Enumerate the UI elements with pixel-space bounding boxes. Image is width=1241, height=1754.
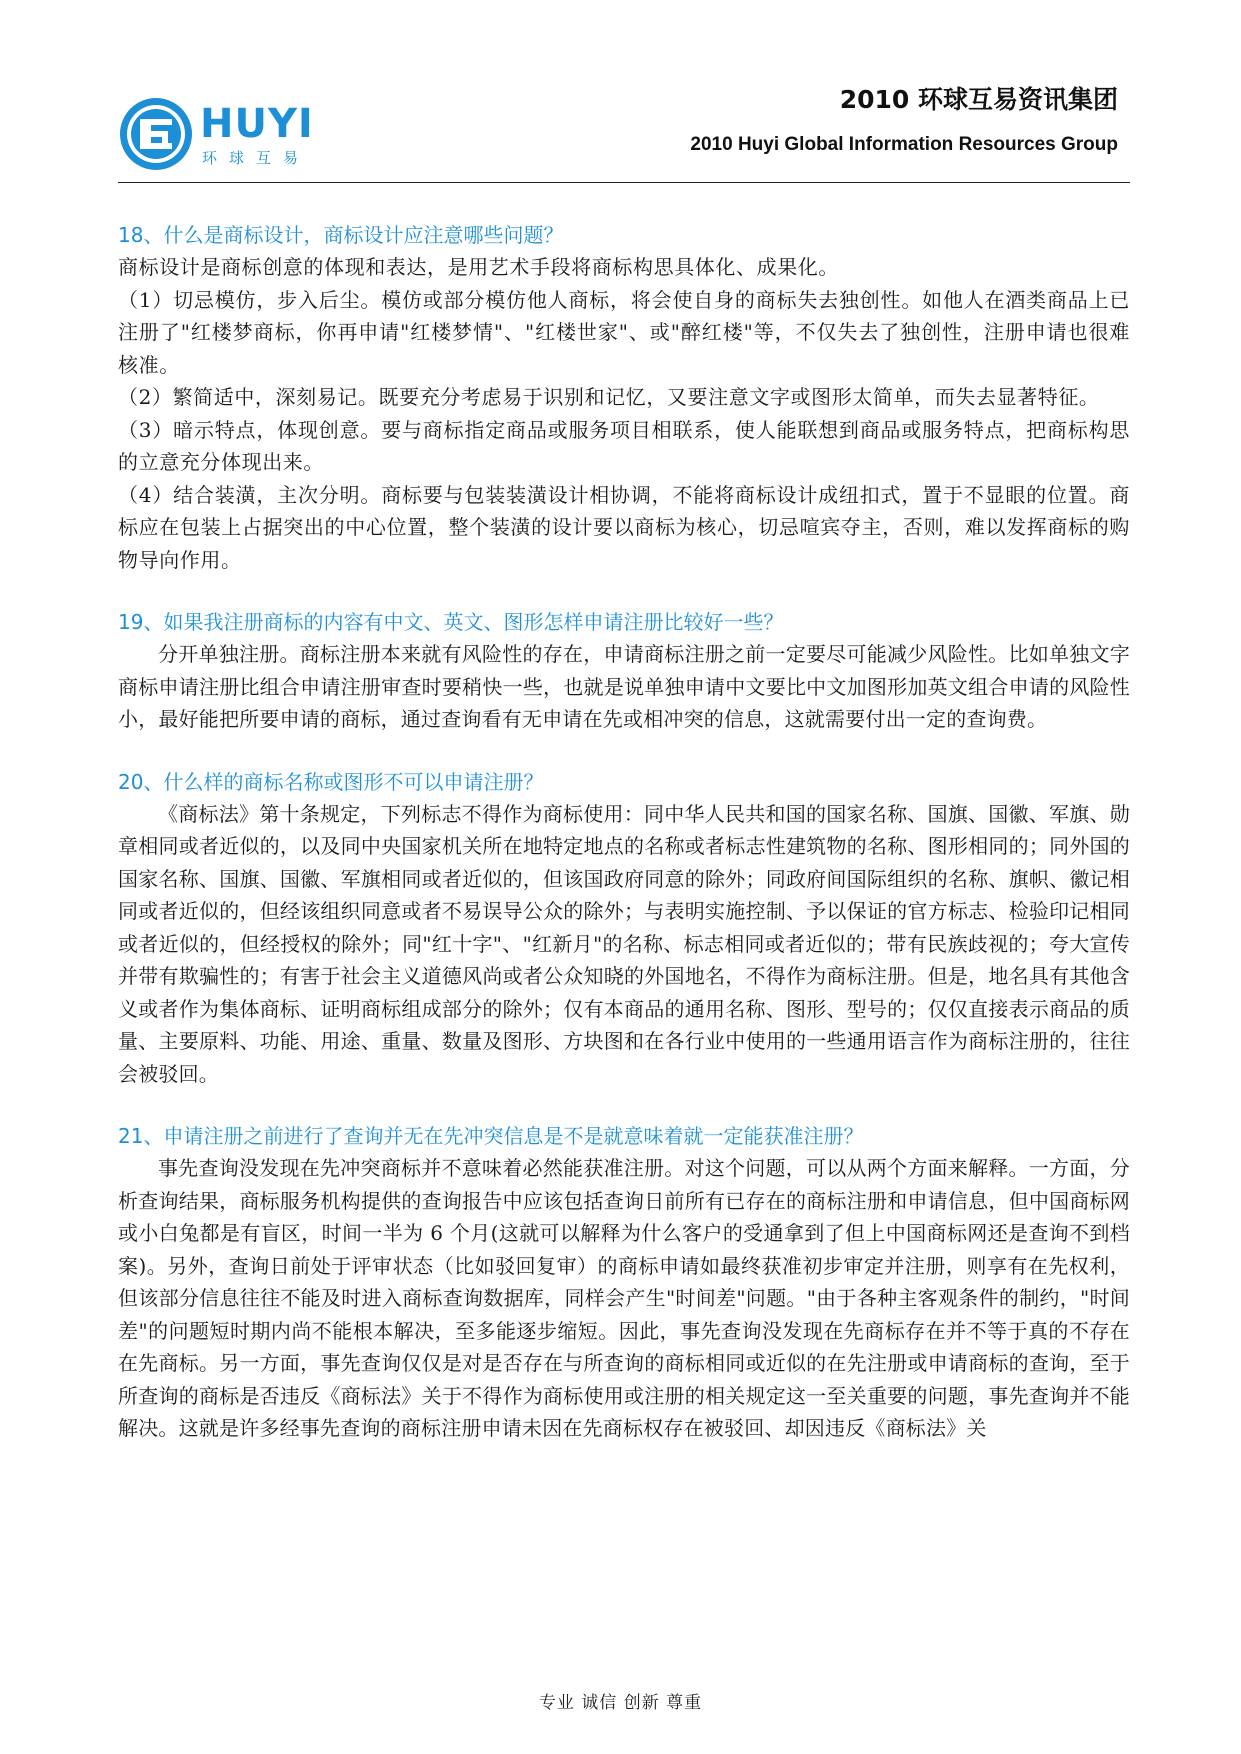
faq-paragraph: （1）切忌模仿，步入后尘。模仿或部分模仿他人商标，将会使自身的商标失去独创性。如他人在酒类商品上已注册了"红楼梦商标，你再申请"红楼梦情"、"红楼世家"、或"醉红楼"等，不仅失去了独创性，注册申请也很难核准。 bbox=[118, 287, 1130, 377]
page-footer-motto: 专业 诚信 创新 尊重 bbox=[538, 1693, 703, 1713]
faq-question: 18、什么是商标设计，商标设计应注意哪些问题？ bbox=[118, 223, 564, 247]
faq-section-18 bbox=[118, 219, 1130, 576]
faq-section-19 bbox=[118, 606, 1130, 736]
logo-subtitle: 环球互易 bbox=[202, 149, 311, 167]
huyi-logo bbox=[118, 96, 418, 180]
document-body bbox=[118, 219, 1130, 1475]
header-divider bbox=[118, 182, 1130, 183]
faq-question: 21、申请注册之前进行了查询并无在先冲突信息是不是就意味着就一定能获准注册？ bbox=[118, 1124, 864, 1148]
logo-wordmark: HUYI bbox=[200, 101, 314, 147]
group-title-english: 2010 Huyi Global Information Resources Group bbox=[690, 134, 1118, 155]
faq-question: 19、如果我注册商标的内容有中文、英文、图形怎样申请注册比较好一些？ bbox=[118, 610, 784, 634]
faq-section-20 bbox=[118, 766, 1130, 1091]
group-title-chinese: 2010 环球互易资讯集团 bbox=[839, 85, 1118, 114]
page-header bbox=[118, 80, 1130, 182]
faq-paragraph: （2）繁简适中，深刻易记。既要充分考虑易于识别和记忆，又要注意文字或图形太简单，而失去显著特征。 bbox=[118, 385, 1100, 409]
faq-paragraph: 商标设计是商标创意的体现和表达，是用艺术手段将商标构思具体化、成果化。 bbox=[118, 255, 839, 279]
huyi-logo-icon bbox=[118, 96, 194, 172]
faq-paragraph: 事先查询没发现在先冲突商标并不意味着必然能获准注册。对这个问题，可以从两个方面来解释。一方面，分析查询结果，商标服务机构提供的查询报告中应该包括查询日前所有已存在的商标注册和申请信息，但中国商标网或小白兔都是有盲区，时间一半为 6 个月(这就可以解释为什么客户的受通拿到了但上中国商标网还是查询不到档案)。另外，查询日前处于评审状态（比如驳回复审）的商标申请如最终获准初步审定并注册，则享有在先权利，但该部分信息往往不能及时进入商标查询数据库，同样会产生"时间差"问题。"由于各种主客观条件的制约，"时间差"的问题短时期内尚不能根本解决，至多能逐步缩短。因此，事先查询没发现在先商标存在并不等于真的不存在在先商标。另一方面，事先查询仅仅是对是否存在与所查询的商标相同或近似的在先注册或申请商标的查询，至于所查询的商标是否违反《商标法》关于不得作为商标使用或注册的相关规定这一至关重要的问题，事先查询并不能解决。这就是许多经事先查询的商标注册申请未因在先商标权存在被驳回、却因违反《商标法》关 bbox=[118, 1156, 1130, 1440]
faq-question: 20、什么样的商标名称或图形不可以申请注册？ bbox=[118, 769, 544, 794]
faq-paragraph: （3）暗示特点，体现创意。要与商标指定商品或服务项目相联系，使人能联想到商品或服务特点，把商标构思的立意充分体现出来。 bbox=[118, 417, 1130, 474]
faq-paragraph: 《商标法》第十条规定，下列标志不得作为商标使用：同中华人民共和国的国家名称、国旗、国徽、军旗、勋章相同或者近似的，以及同中央国家机关所在地特定地点的名称或者标志性建筑物的名称、图形相同的；同外国的国家名称、国旗、国徽、军旗相同或者近似的，但该国政府同意的除外；同政府间国际组织的名称、旗帜、徽记相同或者近似的，但经该组织同意或者不易误导公众的除外；与表明实施控制、予以保证的官方标志、检验印记相同或者近似的，但经授权的除外；同"红十字"、"红新月"的名称、标志相同或者近似的；带有民族歧视的；夸大宣传并带有欺骗性的；有害于社会主义道德风尚或者公众知晓的外国地名，不得作为商标注册。但是，地名具有其他含义或者作为集体商标、证明商标组成部分的除外；仅有本商品的通用名称、图形、型号的；仅仅直接表示商品的质量、主要原料、功能、用途、重量、数量及图形、方块图和在各行业中使用的一些通用语言作为商标注册的，往往会被驳回。 bbox=[118, 801, 1130, 1086]
faq-paragraph: 分开单独注册。商标注册本来就有风险性的存在，申请商标注册之前一定要尽可能减少风险性。比如单独文字商标申请注册比组合申请注册审查时要稍快一些，也就是说单独申请中文要比中文加图形加英文组合申请的风险性小，最好能把所要申请的商标，通过查询看有无申请在先或相冲突的信息，这就需要付出一定的查询费。 bbox=[118, 642, 1130, 731]
faq-section-21 bbox=[118, 1120, 1130, 1445]
faq-paragraph: （4）结合装潢，主次分明。商标要与包装装潢设计相协调，不能将商标设计成纽扣式，置于不显眼的位置。商标应在包装上占据突出的中心位置，整个装潢的设计要以商标为核心，切忌喧宾夺主，否则，难以发挥商标的购物导向作用。 bbox=[118, 482, 1130, 572]
